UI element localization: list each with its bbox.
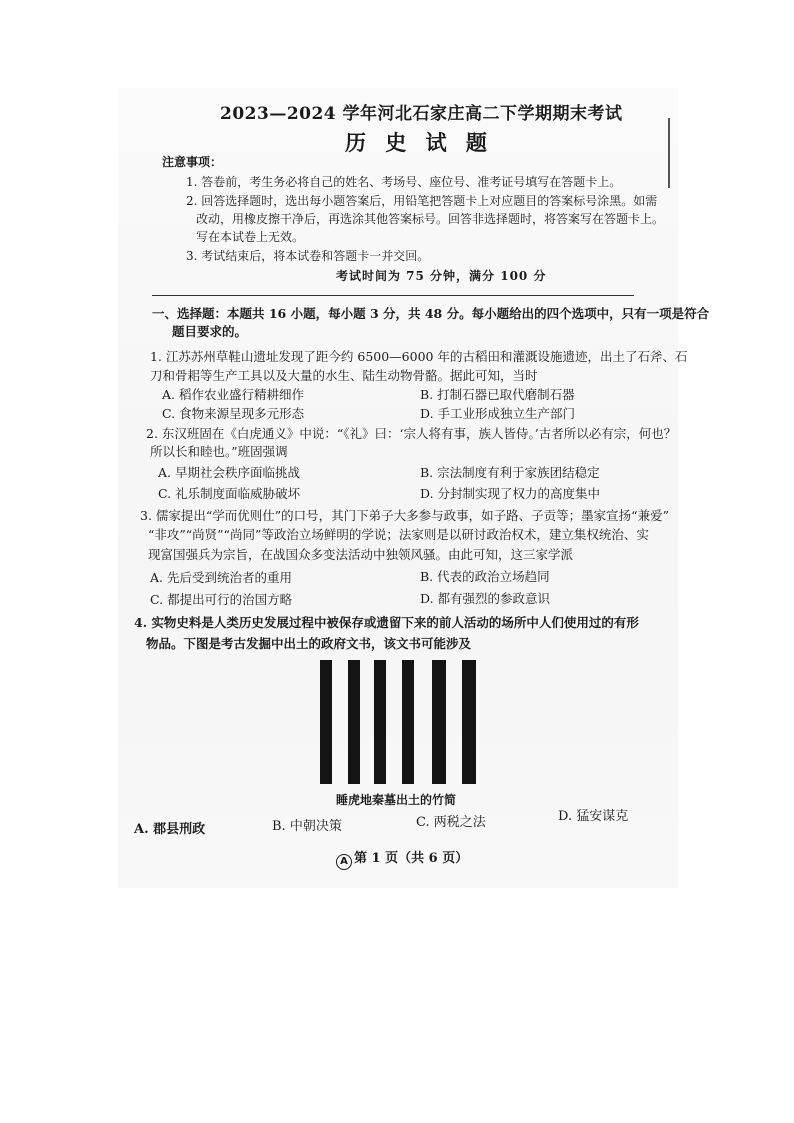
question-2-option-b: B. 宗法制度有利于家族团结稳定 [420, 465, 600, 480]
question-3-stem-cont: “非攻”“尚贤”“尚同”等政治立场鲜明的学说；法家则是以研讨政治权术，建立集权统治、实 [148, 527, 649, 542]
subject-title: 历 史 试 题 [345, 130, 493, 155]
page-footer [336, 852, 468, 870]
question-1-option-d: D. 手工业形成独立生产部门 [420, 406, 576, 421]
bamboo-slip [374, 660, 386, 784]
exam-title: 2023—2024 学年河北石家庄高二下学期期末考试 [220, 104, 623, 124]
question-4-option-a: A. 郡县刑政 [134, 822, 206, 837]
question-3-option-b: B. 代表的政治立场趋同 [420, 569, 550, 584]
section-heading: 一、选择题：本题共 16 小题，每小题 3 分，共 48 分。每小题给出的四个选项中，只有一项是符合 [152, 306, 710, 321]
question-1-option-a: A. 稻作农业盛行精耕细作 [162, 387, 304, 402]
question-4-option-c: C. 两税之法 [416, 815, 486, 830]
section-heading-cont: 题目要求的。 [172, 324, 248, 339]
bamboo-slip [402, 660, 414, 784]
question-2-option-d: D. 分封制实现了权力的高度集中 [420, 486, 601, 501]
question-3-option-d: D. 都有强烈的参政意识 [420, 591, 551, 606]
page-number: 第 1 页（共 6 页） [354, 851, 469, 866]
question-4-stem-cont: 物品。下图是考古发掘中出土的政府文书，该文书可能涉及 [146, 636, 472, 651]
bamboo-slip [348, 660, 360, 784]
image-caption: 睡虎地秦墓出土的竹简 [336, 793, 457, 807]
notice-item: 1. 答卷前，考生务必将自己的姓名、考场号、座位号、准考证号填写在答题卡上。 [186, 175, 622, 189]
bamboo-slips-image [318, 660, 480, 784]
binding-mark [668, 118, 670, 188]
paper-version-mark: A [336, 854, 352, 870]
question-1-option-b: B. 打制石器已取代磨制石器 [420, 387, 575, 402]
question-1-stem-cont: 刀和骨耜等生产工具以及大量的水生、陆生动物骨骼。据此可知，当时 [150, 368, 538, 383]
question-3-stem: 3. 儒家提出“学而优则仕”的口号，其门下弟子大多参与政事，如子路、子贡等；墨家宣扬“兼爱” [140, 508, 669, 523]
question-3-stem-cont: 现富国强兵为宗旨，在战国众多变法活动中独领风骚。由此可知，这三家学派 [148, 547, 574, 562]
question-2-option-a: A. 早期社会秩序面临挑战 [158, 465, 300, 480]
question-2-stem-cont: 所以长和睦也。”班固强调 [150, 444, 288, 459]
question-3-option-a: A. 先后受到统治者的重用 [150, 570, 292, 585]
question-1-option-c: C. 食物来源呈现多元形态 [162, 406, 305, 421]
question-1-stem: 1. 江苏苏州草鞋山遗址发现了距今约 6500—6000 年的古稻田和灌溉设施遗迹，出土了石斧、石 [150, 349, 688, 364]
exam-time-line: 考试时间为 75 分钟，满分 100 分 [336, 269, 547, 283]
bamboo-slip [320, 660, 332, 784]
header-divider [152, 295, 634, 296]
question-2-option-c: C. 礼乐制度面临威胁破坏 [158, 486, 301, 501]
question-3-option-c: C. 都提出可行的治国方略 [150, 592, 293, 607]
question-4-stem: 4. 实物史料是人类历史发展过程中被保存或遗留下来的前人活动的场所中人们使用过的有形 [134, 615, 639, 630]
bamboo-slip [462, 660, 476, 784]
question-4-option-b: B. 中朝决策 [272, 819, 342, 834]
notice-item: 写在本试卷上无效。 [196, 230, 305, 244]
notice-heading: 注意事项： [162, 155, 223, 169]
notice-item: 改动，用橡皮擦干净后，再选涂其他答案标号。回答非选择题时，将答案写在答题卡上。 [196, 212, 665, 226]
bamboo-slip [432, 660, 446, 784]
notice-item: 2. 回答选择题时，选出每小题答案后，用铅笔把答题卡上对应题目的答案标号涂黑。如需 [186, 194, 658, 208]
notice-item: 3. 考试结束后，将本试卷和答题卡一并交回。 [186, 249, 430, 263]
question-4-option-d: D. 猛安谋克 [558, 809, 629, 824]
question-2-stem: 2. 东汉班固在《白虎通义》中说：“《礼》曰：‘宗人将有事，族人皆侍。’古者所以必有宗，何也？ [146, 426, 677, 441]
